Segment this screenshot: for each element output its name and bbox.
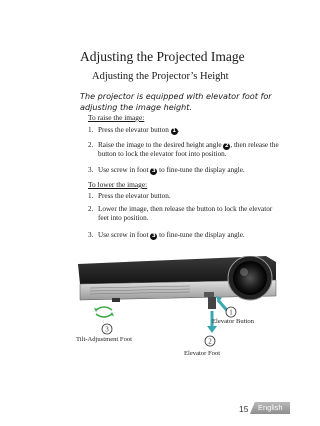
svg-text:3: 3 (105, 325, 109, 334)
page-number: 15 (239, 404, 249, 414)
svg-text:1: 1 (229, 308, 233, 317)
step-text: Lower the image, then release the button to lock the elevator feet into position. (98, 205, 273, 223)
step-text: Press the elevator button 1 . (98, 126, 180, 134)
marker-3-icon: 3 (151, 233, 156, 239)
marker-3-icon: 3 (151, 168, 156, 174)
step-number: 3. (88, 166, 94, 174)
marker-2-icon: 2 (224, 143, 229, 149)
step-number: 2. (88, 141, 94, 149)
raise-heading: To raise the image: (88, 113, 145, 122)
lens-icon (228, 256, 272, 300)
callout-2-icon (204, 335, 216, 347)
tilt-foot-label: Tilt-Adjustment Foot (76, 336, 132, 343)
step-number: 1. (88, 126, 94, 134)
step-text: Use screw in foot 3 to fine-tune the display angle. (98, 166, 245, 174)
step-number: 1. (88, 192, 94, 200)
elevator-button-label: Elevator Button (212, 318, 254, 325)
elevator-button-shape (204, 292, 214, 297)
section-subtitle: Adjusting the Projector’s Height (92, 71, 229, 82)
projector-illustration (70, 256, 282, 368)
step-text: Raise the image to the desired height angle 2 , then release the button to lock the elevator foot into position. (98, 141, 279, 159)
callout-3-icon (101, 323, 113, 335)
marker-1-icon: 1 (172, 128, 177, 134)
step-text: Use screw in foot 3 to fine-tune the display angle. (98, 231, 245, 239)
tilt-arrow-icon (94, 307, 114, 317)
lower-heading: To lower the image: (88, 180, 148, 189)
elevator-foot-shape (208, 297, 216, 309)
language-label: English (258, 403, 283, 412)
page-title: Adjusting the Projected Image (80, 49, 245, 64)
svg-text:2: 2 (208, 337, 212, 346)
step-number: 3. (88, 231, 94, 239)
intro-text: The projector is equipped with elevator foot for adjusting the image height. (80, 91, 272, 112)
callout-1-icon (225, 306, 237, 318)
step-text: Press the elevator button. (98, 192, 171, 200)
projector-body (78, 256, 276, 309)
elevator-foot-label: Elevator Foot (184, 350, 221, 357)
step-number: 2. (88, 205, 94, 213)
